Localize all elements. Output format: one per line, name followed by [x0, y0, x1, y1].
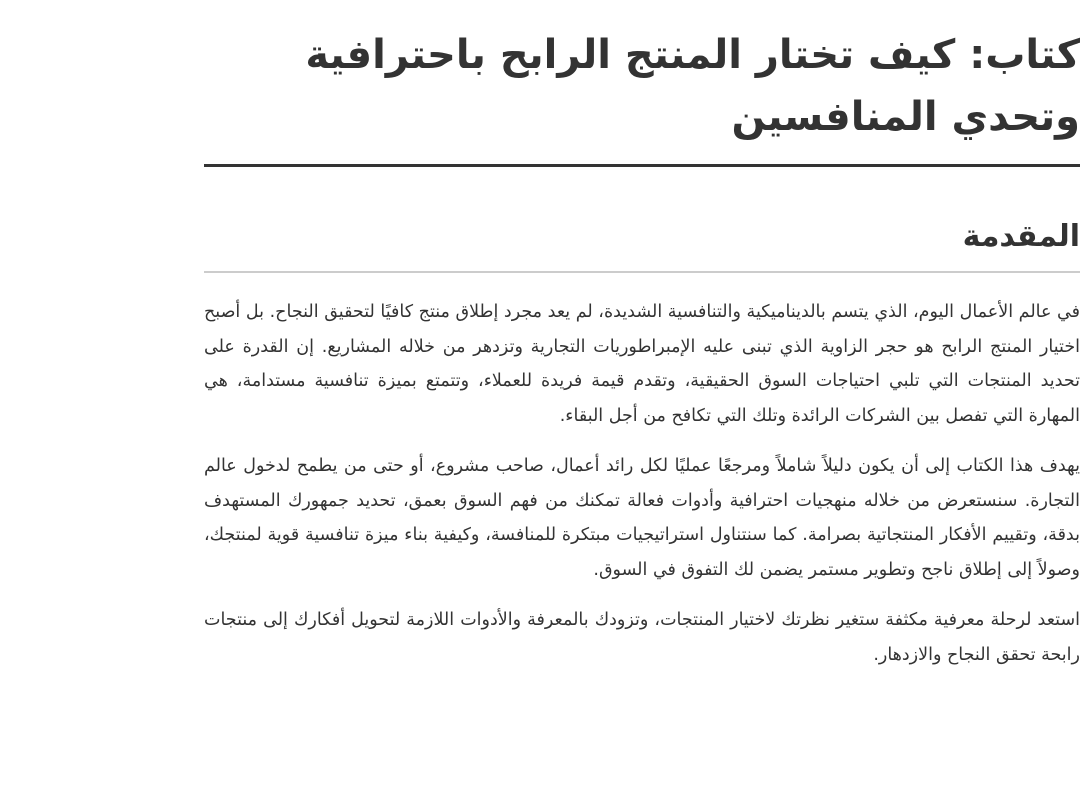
intro-paragraph-2: يهدف هذا الكتاب إلى أن يكون دليلاً شاملاً ومرجعًا عمليًا لكل رائد أعمال، صاحب مشروع، أو حتى من يطمح لدخول عالم التجارة. سنستعرض من خلاله منهجيات احترافية وأدوات فعالة تمكنك من فهم السوق بعمق، تحديد جمهورك المستهدف بدقة، وتقييم الأفكار المنتجاتية بصرامة. كما سنتناول استراتيجيات مبتكرة للمنافسة، وكيفية بناء ميزة تنافسية قوية لمنتجك، وصولاً إلى إطلاق ناجح وتطوير مستمر يضمن لك التفوق في السوق.	[204, 456, 1080, 580]
document-page	[204, 0, 1080, 672]
section-body	[204, 295, 1080, 672]
introduction-section	[204, 215, 1080, 672]
intro-paragraph-3: استعد لرحلة معرفية مكثفة ستغير نظرتك لاختيار المنتجات، وتزودك بالمعرفة والأدوات اللازمة لتحويل أفكارك إلى منتجات رابحة تحقق النجاح والازدهار.	[204, 610, 1080, 665]
section-heading-introduction: المقدمة	[204, 215, 1080, 273]
book-title: كتاب: كيف تختار المنتج الرابح باحترافية وتحدي المنافسين	[204, 24, 1080, 167]
intro-paragraph-1: في عالم الأعمال اليوم، الذي يتسم بالديناميكية والتنافسية الشديدة، لم يعد مجرد إطلاق منتج كافيًا لتحقيق النجاح. بل أصبح اختيار المنتج الرابح هو حجر الزاوية الذي تبنى عليه الإمبراطوريات التجارية وتزدهر من خلاله المشاريع. إن القدرة على تحديد المنتجات التي تلبي احتياجات السوق الحقيقية، وتقدم قيمة فريدة للعملاء، وتتمتع بميزة تنافسية مستدامة، هي المهارة التي تفصل بين الشركات الرائدة وتلك التي تكافح من أجل البقاء.	[204, 302, 1080, 426]
